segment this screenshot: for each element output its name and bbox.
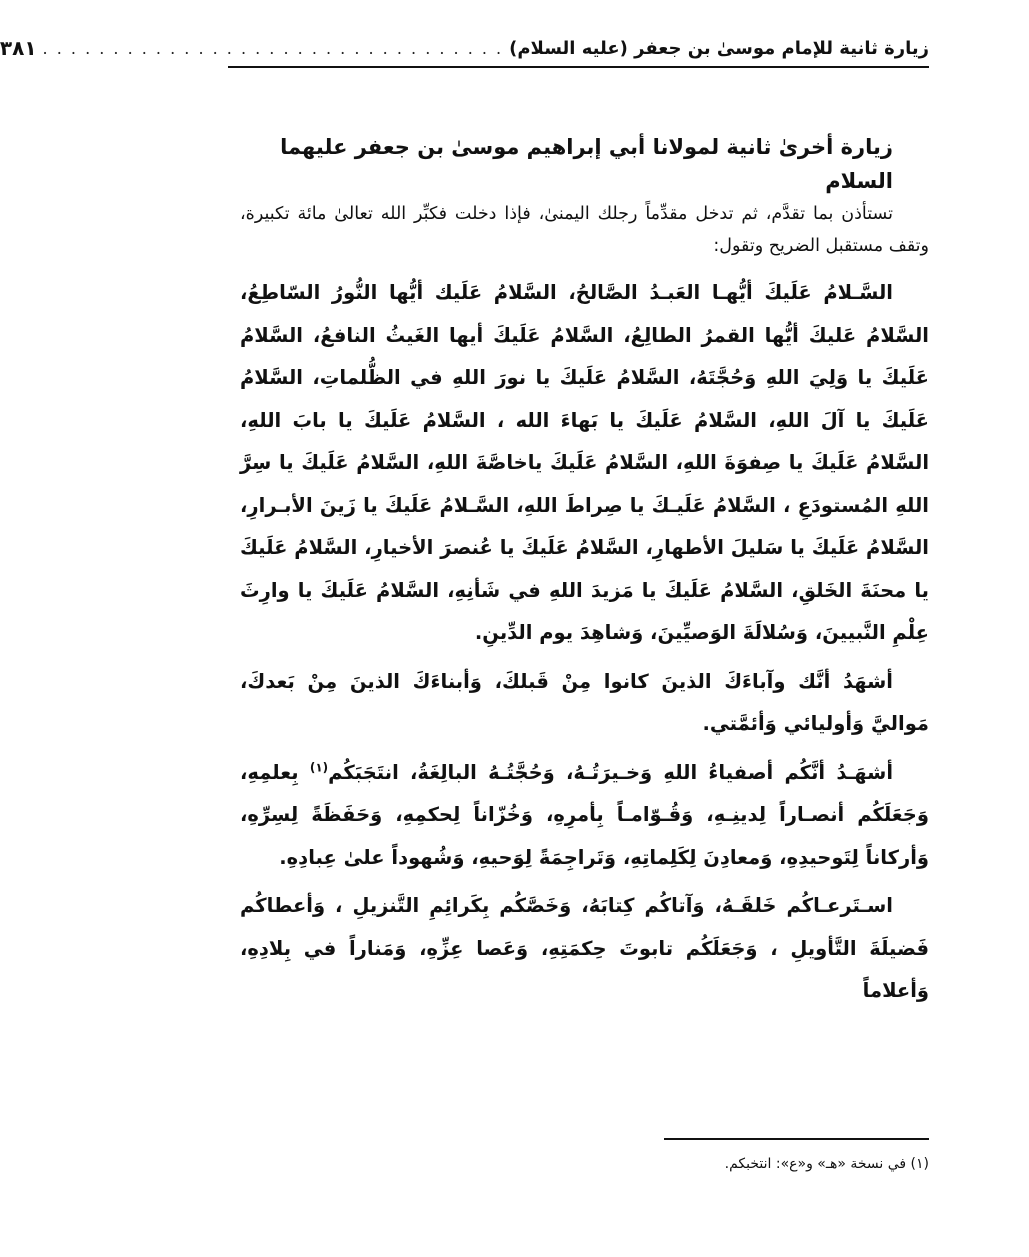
body-text <box>240 130 929 1019</box>
leader-dots: . . . . . . . . . . . . . . . . . . . . . . . . . . . . . . . . . <box>42 38 504 58</box>
footnote-reference[interactable]: (١) <box>309 760 329 774</box>
ziyara-paragraph-chosen <box>240 752 929 880</box>
running-title: زيارة ثانية للإمام موسىٰ بن جعفر (عليه السلام) <box>509 37 929 59</box>
ziyara-paragraph-testimony: أشهَدُ أنَّك وآباءَكَ الذينَ كانوا مِنْ قَبلكَ، وَأبناءَكَ الذينَ مِنْ بَعدكَ، مَواليَّ وَأوليائي وَأئمَّتي. <box>240 669 929 735</box>
paragraph-text-main: أشهَـدُ أنَّكُم أصفياءُ اللهِ وَخـيرَتُـهُ، وَحُجَّتُـهُ البالِغَةُ، انتَجَبَكُم <box>328 760 894 784</box>
paragraph-text-rest: بِعلمِهِ، وَجَعَلَكُم أنصـاراً لِدينِـهِ، وَقُـوّامـاً بِأمرِهِ، وَخُزّاناً لِحكمِهِ، وَحَفَظَةً لِسِرِّهِ، وَأركاناً لِتَوحيدِهِ، وَمعادِنَ لِكَلِماتِهِ، وَتَراجِمَةً لِوَحيهِ، وَشُهوداً علىٰ عِبادِهِ. <box>240 760 929 869</box>
page-number: ٣٨١ <box>0 36 37 60</box>
footnote-divider <box>664 1138 929 1140</box>
running-header <box>0 30 929 68</box>
section-heading: زيارة أخرىٰ ثانية لمولانا أبي إبراهيم موسىٰ بن جعفر عليهما السلام <box>280 135 893 193</box>
ziyara-paragraph-book: اسـتَرعـاكُم خَلقَـهُ، وَآتاكُم كِتابَهُ، وَخَصَّكُم بِكَرائِمِ التَّنزيلِ ، وَأعطاكُم فَضيلَةَ التَّأويلِ ، وَجَعَلَكُم تابوتَ حِكمَتِهِ، وَعَصا عِزِّهِ، وَمَناراً في بِلادِهِ، وَأعلاماً <box>240 894 929 1002</box>
ziyara-paragraph-salutations: السَّـلامُ عَلَيكَ أيُّهـا العَبـدُ الصَّالحُ، السَّلامُ عَلَيك أيُّها النُّورُ السّاطِعُ، السَّلامُ عَليكَ أيُّها القمرُ الطالِعُ، السَّلامُ عَلَيكَ أيها الغَيثُ النافعُ، السَّلامُ عَلَيكَ يا وَلِيَ اللهِ وَحُجَّتَهُ، السَّلامُ عَلَيكَ يا نورَ اللهِ في الظُّلماتِ، السَّلامُ عَلَيكَ يا آلَ اللهِ، السَّلامُ عَلَيكَ يا بَهاءَ الله ، السَّلامُ عَلَيكَ يا بابَ اللهِ، السَّلامُ عَلَيكَ يا صِفوَةَ اللهِ، السَّلامُ عَلَيكَ ياخاصَّةَ اللهِ، السَّلامُ عَلَيكَ يا سِرَّ اللهِ المُستودَعِ ، السَّلامُ عَلَيـكَ يا صِراطَ اللهِ، السَّـلامُ عَلَيكَ يا زَينَ الأبـرارِ، السَّلامُ عَلَيكَ يا سَليلَ الأطهارِ، السَّلامُ عَلَيكَ يا عُنصرَ الأخيارِ، السَّلامُ عَلَيكَ يا محنَةَ الخَلقِ، السَّلامُ عَلَيكَ يا مَزيدَ اللهِ في شَأنِهِ، السَّلامُ عَلَيكَ يا وارِثَ عِلْمِ النَّبيينَ، وَسُلالَةَ الوَصيِّينَ، وَشاهِدَ يوم الدِّينِ. <box>240 281 929 644</box>
footnote: (١) في نسخة «هـ» و«ع»: انتخبكم. <box>724 1156 929 1172</box>
instruction-paragraph: تستأذن بما تقدَّم، ثم تدخل مقدِّماً رجلك اليمنىٰ، فإذا دخلت فكبِّر الله تعالىٰ مائة تكبيرة، وتقف مستقبل الضريح وتقول: <box>240 204 929 256</box>
